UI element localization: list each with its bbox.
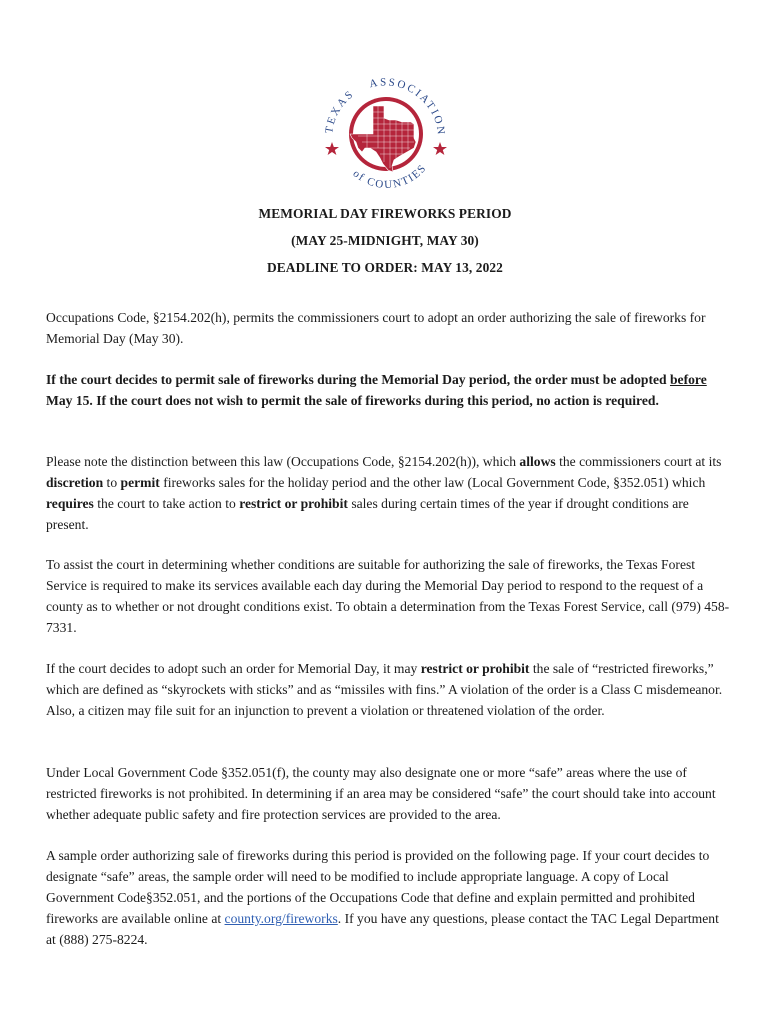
paragraph-safe-areas: Under Local Government Code §352.051(f), the county may also designate one or more “safe” areas where the use of restricted fireworks is not prohibited. In determining if an area may be considered “safe” the court should take into account whether adequate public safety and fire protection services are provided to the area. [46, 765, 716, 822]
logo-text-top: TEXAS [323, 87, 357, 135]
p3-text-e: to [103, 475, 121, 490]
tac-logo [310, 62, 460, 192]
p5-text-c: the sale of “restricted fireworks,” which are defined as “skyrockets with sticks” and as “missiles with fins.” A violation of the order is a Class C misdemeanor. Also, a citizen may file suit for an injunction to prevent a violation or threatened violation of the order. [46, 661, 723, 718]
p3-text-g: fireworks sales for the holiday period and the other law (Local Government Code, §352.051) which [159, 475, 706, 490]
p5-text-a: If the court decides to adopt such an order for Memorial Day, it may [46, 661, 421, 676]
p3-permit-bold: permit [120, 475, 160, 490]
p3-text-a: Please note the distinction between this law (Occupations Code, §2154.202(h)), which [46, 454, 520, 469]
document-title: MEMORIAL DAY FIREWORKS PERIOD [258, 206, 512, 221]
logo-text-bottom: of COUNTIES [350, 161, 430, 192]
p3-allows-bold: allows [519, 454, 556, 469]
p3-restrict-bold: restrict or prohibit [239, 496, 348, 511]
left-star-icon [325, 142, 339, 155]
paragraph-law-distinction [46, 451, 730, 535]
paragraph-occupations-code: Occupations Code, §2154.202(h), permits the commissioners court to adopt an order authorizing the sale of fireworks for Memorial Day (May 30). [46, 310, 706, 346]
deadline-heading: DEADLINE TO ORDER: MAY 13, 2022 [267, 260, 503, 275]
paragraph-sample-order [46, 845, 730, 950]
paragraph-forest-service: To assist the court in determining whether conditions are suitable for authorizing the sale of fireworks, the Texas Forest Service is required to make its services available each day during the Memorial Day period to respond to the request of a county as to whether or not drought conditions exist. To obtain a determination from the Texas Forest Service, call (979) 458-7331. [46, 557, 730, 635]
fireworks-link[interactable]: county.org/fireworks [224, 911, 338, 926]
p3-text-k: sales during certain times of the year if drought conditions are present. [46, 496, 689, 532]
paragraph-restricted-fireworks [46, 658, 730, 721]
p2-text-c: May 15. If the court does not wish to permit the sale of fireworks during this period, no action is required. [46, 393, 659, 408]
tac-seal-icon [310, 62, 460, 192]
p7-text-c: . If you have any questions, please contact the TAC Legal Department at (888) 275-8224. [46, 911, 719, 947]
p2-before-underlined: before [669, 372, 707, 387]
p3-text-c: the commissioners court at its [555, 454, 722, 469]
p7-text-a: A sample order authorizing sale of fireworks during this period is provided on the following page. If your court decides to designate “safe” areas, the sample order will need to be modified to include appropriate language. A copy of Local Government Code§352.051, and the portions of the Occupations Code that define and explain permitted and prohibited fireworks are available online at [46, 848, 710, 926]
logo-text-top-right: ASSOCIATION [368, 76, 448, 138]
p2-text-a: If the court decides to permit sale of fireworks during the Memorial Day period, the order must be adopted [46, 372, 670, 387]
p3-requires-bold: requires [46, 496, 94, 511]
p3-text-i: the court to take action to [93, 496, 240, 511]
period-heading: (MAY 25-MIDNIGHT, MAY 30) [291, 233, 479, 248]
p5-restrict-bold: restrict or prohibit [420, 661, 530, 676]
p3-discretion-bold: discretion [46, 475, 104, 490]
paragraph-adoption-deadline [46, 369, 730, 411]
right-star-icon [433, 142, 447, 155]
